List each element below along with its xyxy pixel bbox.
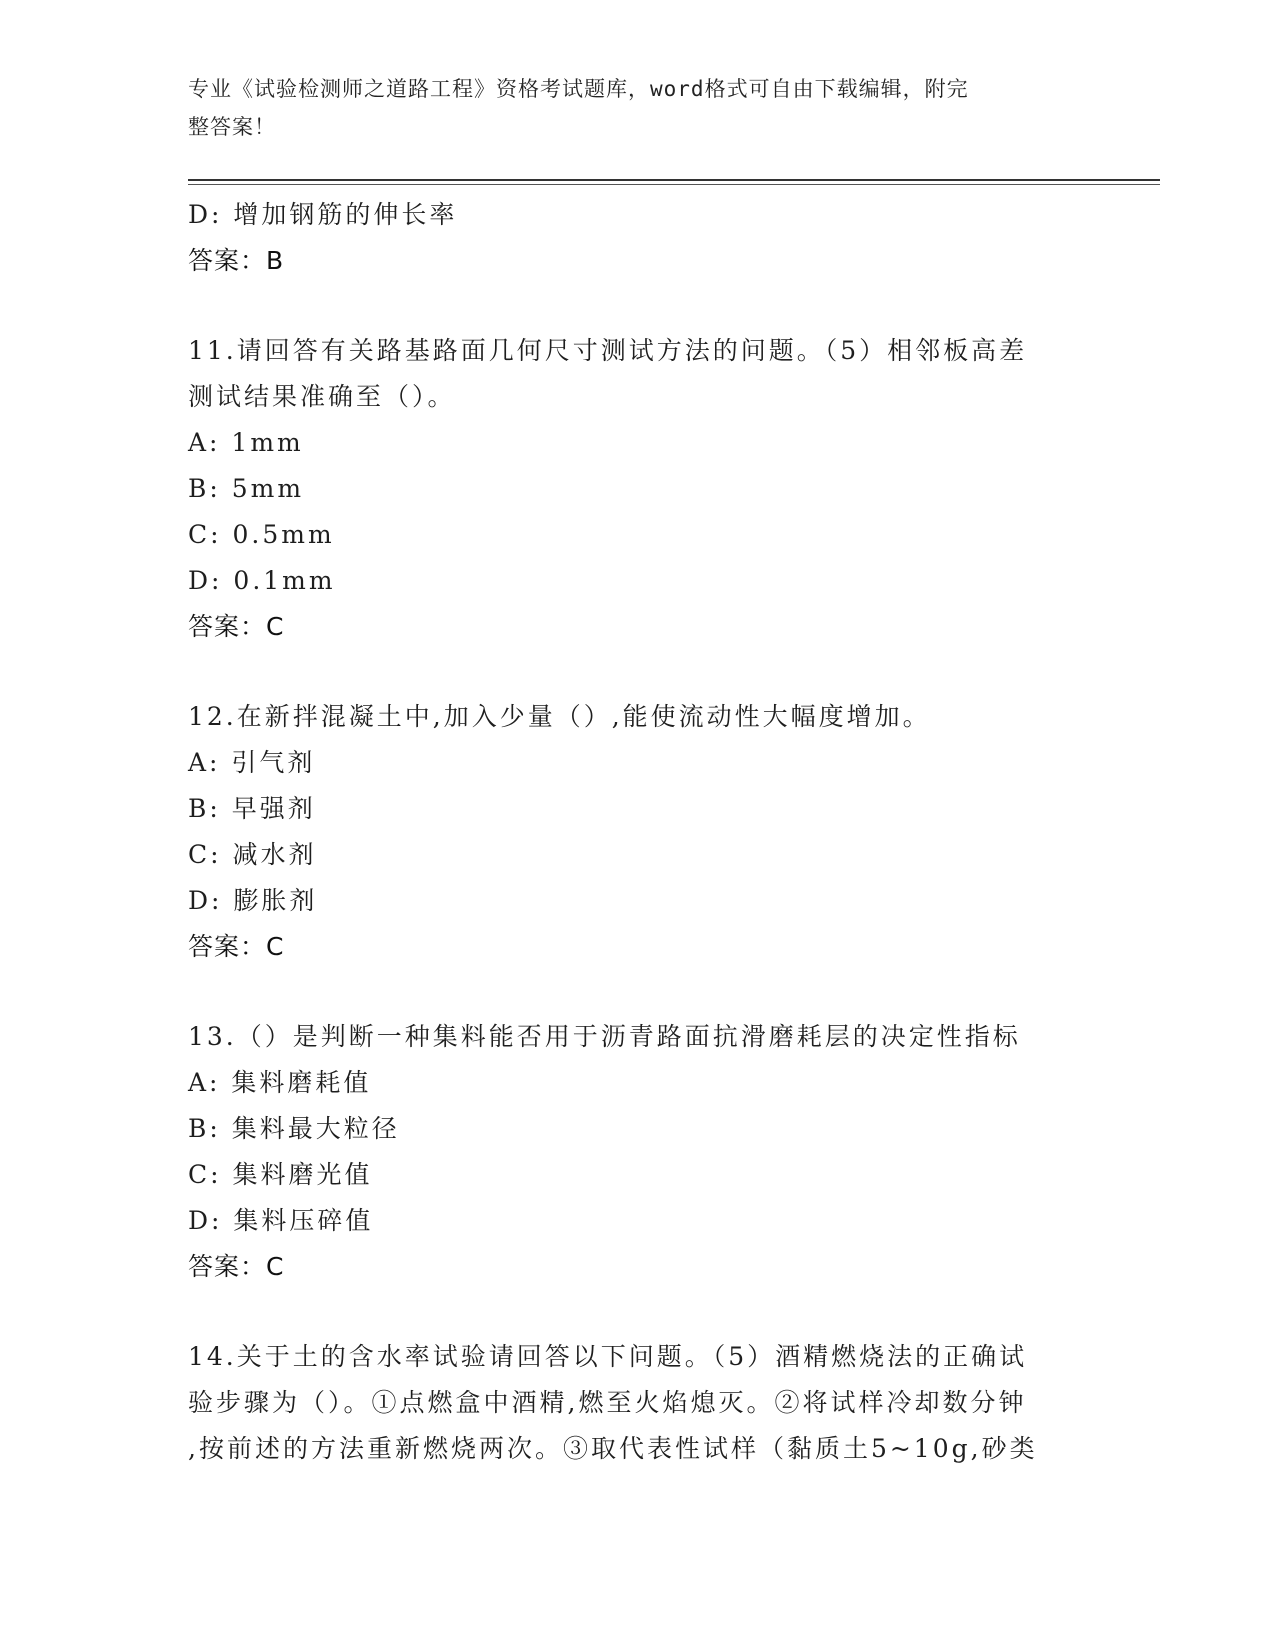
answer-line: 答案：C [188,612,285,641]
answer-line: 答案：C [188,932,285,961]
option-d: D: 0.1mm [188,566,336,595]
spacer [188,1290,1068,1334]
option-c: C: 减水剂 [188,840,317,869]
answer-line: 答案：C [188,1252,285,1281]
question-line: 验步骤为（）。①点燃盒中酒精,燃至火焰熄灭。②将试样冷却数分钟 [188,1388,1027,1417]
option-b: B: 5mm [188,474,305,503]
question-text [188,694,1068,740]
option-c: C: 集料磨光值 [188,1160,373,1189]
question-text [188,1014,1068,1060]
spacer [188,650,1068,694]
option-b: B: 集料最大粒径 [188,1114,400,1143]
option-a: A: 1mm [188,428,304,457]
header-divider-thin [188,184,1160,185]
question-line: ,按前述的方法重新燃烧两次。③取代表性试样（黏质土5~10g,砂类 [188,1434,1038,1463]
question-line: 测试结果准确至（）。 [188,382,456,411]
option-d: D: 集料压碎值 [188,1206,374,1235]
option-d: D: 膨胀剂 [188,886,318,915]
question-block-12 [188,694,1068,970]
question-line: 12.在新拌混凝土中,加入少量（）,能使流动性大幅度增加。 [188,702,931,731]
header-line-2: 整答案！ [188,115,276,139]
question-line: 13.（）是判断一种集料能否用于沥青路面抗滑磨耗层的决定性指标 [188,1022,1021,1051]
option-a: A: 引气剂 [188,748,316,777]
question-line: 14.关于土的含水率试验请回答以下问题。（5）酒精燃烧法的正确试 [188,1342,1028,1371]
header-divider-thick [188,179,1160,181]
option-d: D: 增加钢筋的伸长率 [188,200,458,229]
question-text [188,328,1068,420]
spacer [188,284,1068,328]
option-a: A: 集料磨耗值 [188,1068,372,1097]
question-block-14 [188,1334,1068,1472]
question-line: 11.请回答有关路基路面几何尺寸测试方法的问题。（5）相邻板高差 [188,336,1028,365]
answer-line: 答案：B [188,246,285,275]
document-header [188,70,1068,146]
question-list [188,192,1068,1472]
question-block-10 [188,192,1068,284]
spacer [188,970,1068,1014]
header-line-1: 专业《试验检测师之道路工程》资格考试题库，word格式可自由下载编辑，附完 [188,77,969,101]
option-c: C: 0.5mm [188,520,335,549]
option-b: B: 早强剂 [188,794,316,823]
question-block-13 [188,1014,1068,1290]
question-block-11 [188,328,1068,650]
question-text [188,1334,1068,1472]
